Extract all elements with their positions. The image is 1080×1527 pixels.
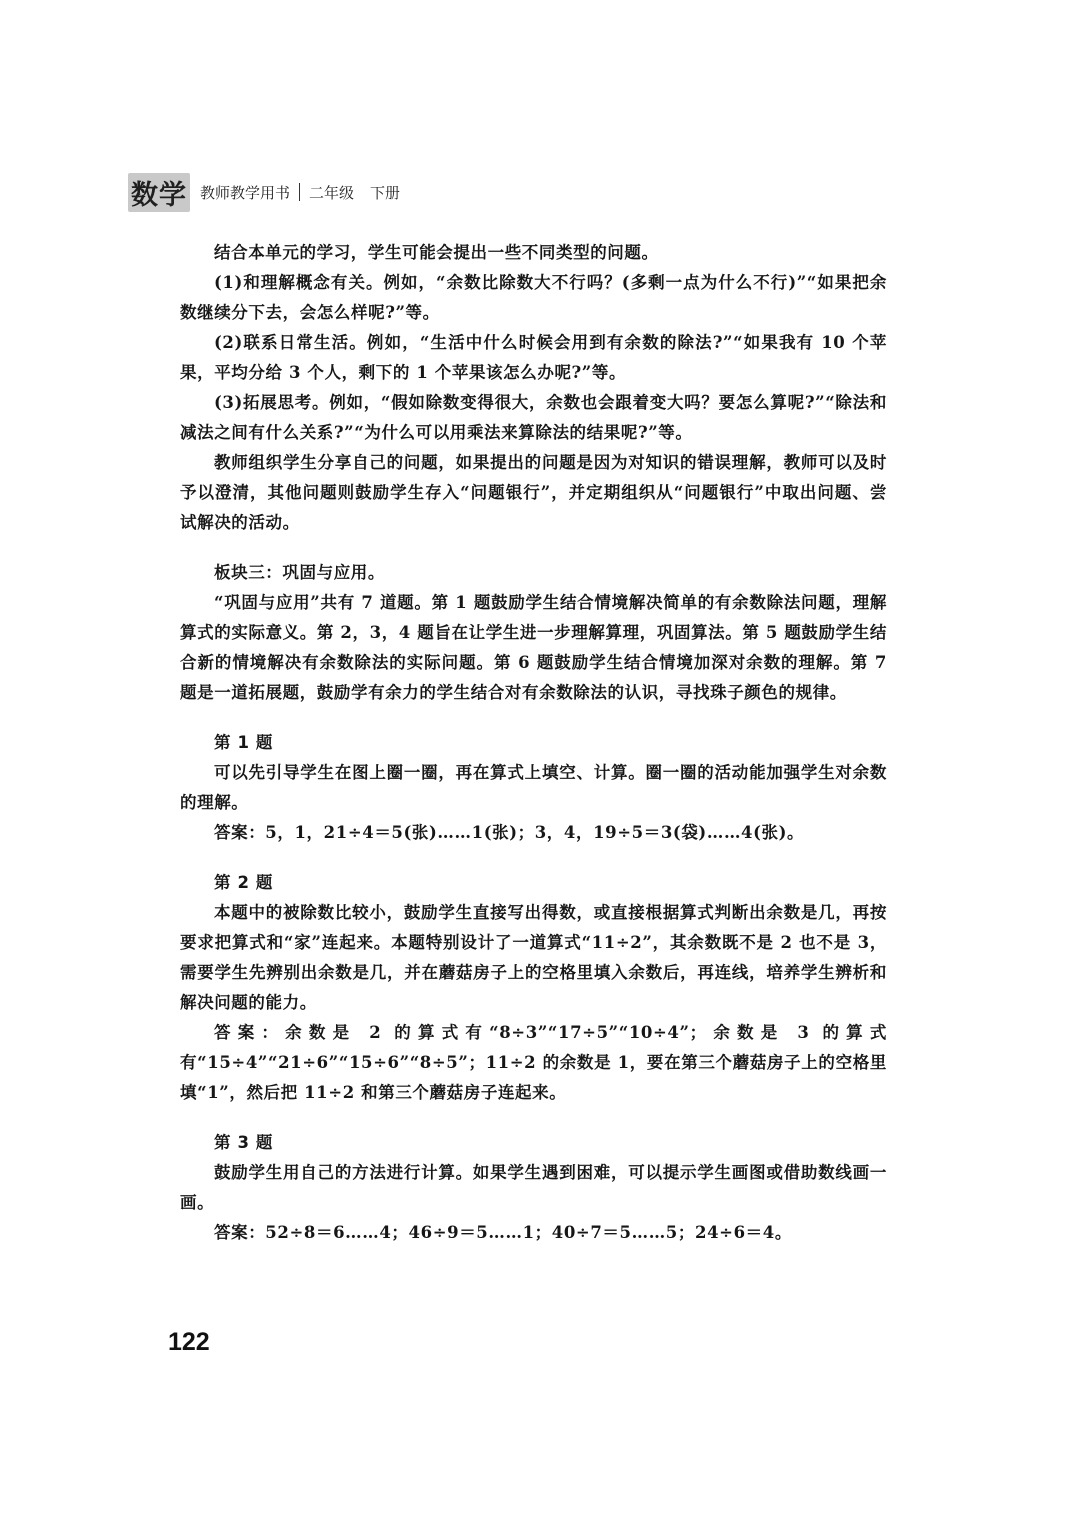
question-1-title: 第 1 题 xyxy=(214,733,273,752)
section-intro: “巩固与应用”共有 7 道题。第 1 题鼓励学生结合情境解决简单的有余数除法问题，理解算式的实际意义。第 2，3，4 题旨在让学生进一步理解算理，巩固算法。第 5 题鼓励学生结合新的情境解决有余数除法的实际问题。第 6 题鼓励学生结合情境加深对余数的理解。第 7 题是一道拓展题，鼓励学有余力的学生结合对有余数除法的认识，寻找珠子颜色的规律。 xyxy=(180,593,887,702)
grade-label: 二年级 xyxy=(309,183,355,202)
paragraph-intro: 结合本单元的学习，学生可能会提出一些不同类型的问题。 xyxy=(214,243,659,262)
subject-logo xyxy=(128,173,192,212)
question-3-text: 鼓励学生用自己的方法进行计算。如果学生遇到困难，可以提示学生画图或借助数线画一画。 xyxy=(180,1163,887,1212)
page-body xyxy=(180,238,887,1248)
running-header xyxy=(128,174,400,210)
volume-label: 下册 xyxy=(370,183,401,202)
paragraph-concept-questions: (1)和理解概念有关。例如，“余数比除数大不行吗？(多剩一点为什么不行)”“如果把余数继续分下去，会怎么样呢?”等。 xyxy=(180,273,887,322)
question-2-text: 本题中的被除数比较小，鼓励学生直接写出得数，或直接根据算式判断出余数是几，再按要求把算式和“家”连起来。本题特别设计了一道算式“11÷2”，其余数既不是 2 也不是 3，需要学生先辨别出余数是几，并在蘑菇房子上的空格里填入余数后，再连线，培养学生辨析和解决问题的能力。 xyxy=(180,903,887,1012)
section-heading: 板块三：巩固与应用。 xyxy=(214,563,385,582)
page-number: 122 xyxy=(168,1328,210,1356)
paragraph-daily-life-questions: (2)联系日常生活。例如，“生活中什么时候会用到有余数的除法?”“如果我有 10 个苹果，平均分给 3 个人，剩下的 1 个苹果该怎么办呢?”等。 xyxy=(180,333,888,382)
question-1-text: 可以先引导学生在图上圈一圈，再在算式上填空、计算。圈一圈的活动能加强学生对余数的理解。 xyxy=(180,763,887,812)
question-3-title: 第 3 题 xyxy=(214,1133,273,1152)
logo-emblem: 数学 xyxy=(128,173,190,212)
question-2-title: 第 2 题 xyxy=(214,873,273,892)
paragraph-extension-questions: (3)拓展思考。例如，“假如除数变得很大，余数也会跟着变大吗？要怎么算呢?”“除法和减法之间有什么关系?”“为什么可以用乘法来算除法的结果呢?”等。 xyxy=(180,393,887,442)
paragraph-question-bank: 教师组织学生分享自己的问题，如果提出的问题是因为对知识的错误理解，教师可以及时予以澄清，其他问题则鼓励学生存入“问题银行”，并定期组织从“问题银行”中取出问题、尝试解决的活动。 xyxy=(180,453,887,532)
question-2-answer: 答案：余数是 2 的算式有“8÷3”“17÷5”“10÷4”；余数是 3 的算式有“15÷4”“21÷6”“15÷6”“8÷5”；11÷2 的余数是 1，要在第三个蘑菇房子上的空格里填“1”，然后把 11÷2 和第三个蘑菇房子连起来。 xyxy=(180,1023,887,1102)
header-divider xyxy=(299,183,300,201)
book-title: 教师教学用书 xyxy=(200,183,291,202)
header-text xyxy=(200,182,400,203)
question-3-answer: 答案：52÷8＝6……4；46÷9＝5……1；40÷7＝5……5；24÷6＝4。 xyxy=(214,1223,792,1242)
question-1-answer: 答案：5，1，21÷4＝5(张)……1(张)；3，4，19÷5＝3(袋)……4(张)。 xyxy=(214,823,805,842)
